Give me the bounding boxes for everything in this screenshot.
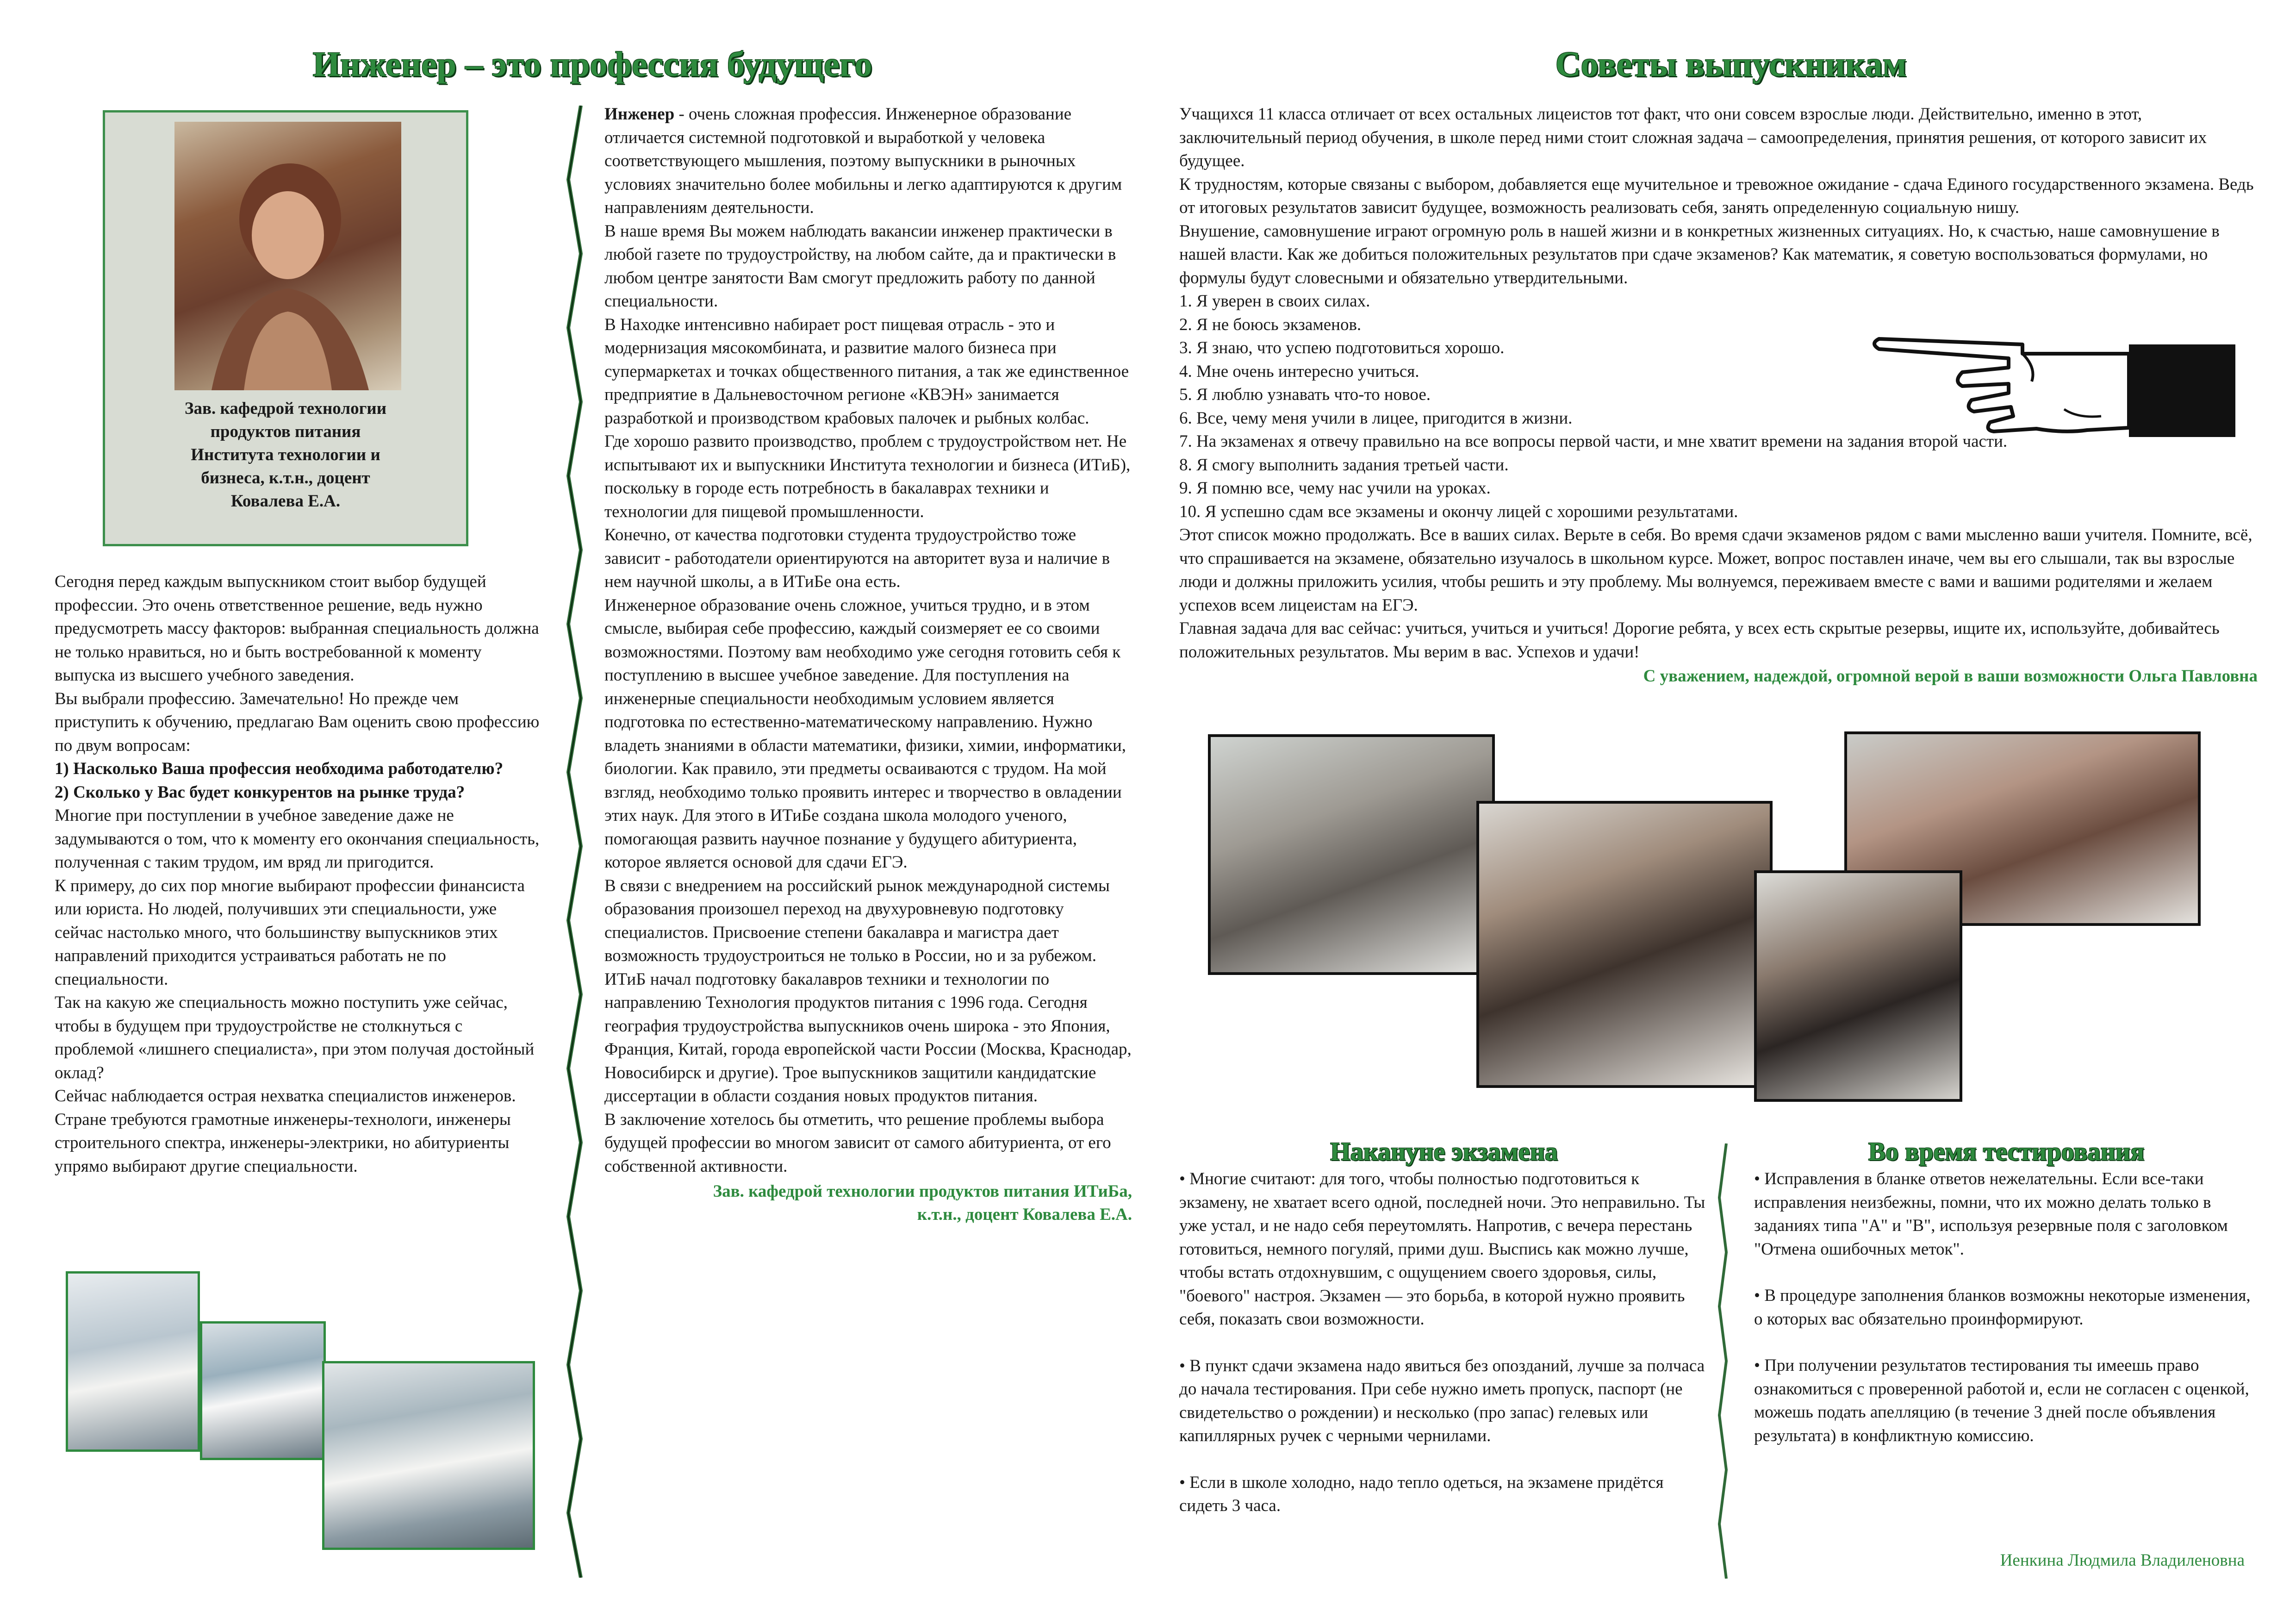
lab-photo-3 [322,1361,535,1550]
paragraph: В наше время Вы можем наблюдать вакансии инженер практически в любой газете по трудоустройству, на любом сайте, да и практически в любом центре занятости Вам смогут предложить работу по данной специальности. [604,221,1116,311]
before-exam-text [1179,1168,1711,1518]
list-item: • Если в школе холодно, надо тепло одеться, на экзамене придётся сидеть 3 часа. [1179,1473,1664,1515]
paragraph: В Находке интенсивно набирает рост пищевая отрасль - это и модернизация мясокомбината, и развитие малого бизнеса при супермаркетах и точках общественного питания, а так же единственное предприятие в Дальневосточном регионе «КВЭН» занимается разработкой и производством крабовых палочек и рыбных колбас. [604,315,1129,428]
left-column-text [55,570,545,1178]
portrait-photo [174,122,401,390]
question: 2) Сколько у Вас будет конкурентов на рынке труда? [55,782,465,802]
class-photo-1 [1208,734,1495,975]
caption-line: Зав. кафедрой технологии [184,399,387,418]
list-item: • В процедуре заполнения бланков возможны некоторые изменения, о которых вас обязательно проинформируют. [1754,1286,2251,1329]
paragraph: Конечно, от качества подготовки студента трудоустройство тоже зависит - работодатели ориентируются на авторитет вуза и наличие в нем научной школы, а в ИТиБе она есть. [604,525,1110,591]
affirmation: 3. Я знаю, что успею подготовиться хорошо. [1179,338,1505,357]
left-signature [604,1180,1132,1226]
paragraph: Где хорошо развито производство, проблем с трудоустройством нет. Не испытывают их и выпускники Института технологии и бизнеса (ИТиБ), поскольку в городе есть потребность в бакалаврах техники и технологии для пищевой промышленности. [604,432,1131,521]
middle-column-text [604,103,1132,1226]
class-photo-4 [1754,870,1962,1102]
portrait-caption [105,397,466,513]
paragraph: Сегодня перед каждым выпускником стоит выбор будущей профессии. Это очень ответственное решение, ведь нужно предусмотреть массу факторов: выбранная специальность должна не только нравиться, но и быть востребованной к моменту выпуска из высшего учебного заведения. [55,572,539,685]
paragraph: Этот список можно продолжать. Все в ваших силах. Верьте в себя. Во время сдачи экзаменов рядом с вами мысленно ваши учителя. Помните, всё, что спрашивается на экзамене, обязательно изучалось в школьном курсе. Может, вопрос поставлен иначе, чем вы его слышали, так вы взрослые люди и должны приложить усилия, чтобы решить и эту проблему. Мы волнуемся, переживаем вместе с вами и вашими родителями и желаем успехов всем лицеистам на ЕГЭ. [1179,525,2252,615]
affirmation: 8. Я смогу выполнить задания третьей части. [1179,455,1509,475]
lead-word: Инженер [604,105,675,124]
during-test-text [1754,1168,2263,1448]
paragraph: В заключение хотелось бы отметить, что решение проблемы выбора будущей профессии во многом зависит от самого абитуриента, от его собственной активности. [604,1110,1111,1176]
section-divider [1717,1143,1736,1579]
question: 1) Насколько Ваша профессия необходима работодателю? [55,759,504,778]
list-item: • Многие считают: для того, чтобы полностью подготовиться к экзамену, не хватает всего одной, последней ночи. Это неправильно. Ты уже устал, и не надо себя переутомлять. Напротив, с вечера перестань готовиться, немного погуляй, прими душ. Выспись как можно лучше, чтобы встать отдохнувшим, с ощущением своего здоровья, силы, "боевого" настроя. Экзамен — это борьба, в которой нужно проявить себя, показать свои возможности. [1179,1169,1705,1329]
affirmation: 10. Я успешно сдам все экзамены и окончу лицей с хорошими результатами. [1179,502,1738,521]
right-page-title: Советы выпускникам [1555,45,1907,84]
signature-line: Зав. кафедрой технологии продуктов питания ИТиБа, [713,1182,1132,1201]
caption-line: Ковалева Е.А. [230,492,341,511]
affirmation: 1. Я уверен в своих силах. [1179,292,1370,311]
paragraph: К примеру, до сих пор многие выбирают профессии финансиста или юриста. Но людей, получивших эти специальности, уже сейчас настолько много, что большинству выпускников этих направлений приходится устраиваться работать не по специальности. [55,876,525,989]
caption-line: продуктов питания [210,422,361,441]
pointing-hand-icon [1870,326,2235,442]
list-item: • В пункт сдачи экзамена надо явиться без опозданий, лучше за полчаса до начала тестирования. При себе нужно иметь пропуск, паспорт (не свидетельство о рождении) и несколько (про запас) гелевых или капиллярных ручек с черными чернилами. [1179,1356,1705,1445]
right-signature: С уважением, надеждой, огромной верой в ваши возможности Ольга Павловна [1643,667,2258,686]
affirmation: 6. Все, чему меня учили в лицее, пригодится в жизни. [1179,408,1573,428]
affirmation: 7. На экзаменах я отвечу правильно на все вопросы первой части, и мне хватит времени на задания второй части. [1179,432,2008,451]
paragraph: Инженерное образование очень сложное, учиться трудно, и в этом смысле, выбирая себе профессию, каждый соизмеряет ее со своими возможностями. Поэтому вам необходимо уже сегодня готовить себя к поступлению в высшее учебное заведение. Для поступления на инженерные специальности необходимым условием является подготовка по естественно-математическому направлению. Нужно владеть знаниями в области математики, физики, химии, информатики, биологии. Как правило, эти предметы осваиваются с трудом. На мой взгляд, необходимо только проявить интерес и творчество в овладении этих наук. Для этого в ИТиБе создана школа молодого ученого, помогающая развить научное познание у будущего абитуриента, которое является основой для сдачи ЕГЭ. [604,595,1126,872]
paragraph: К трудностям, которые связаны с выбором, добавляется еще мучительное и тревожное ожидание - сдача Единого государственного экзамена. Ведь от итоговых результатов зависит будущее, возможность реализовать себя, занять определенную социальную нишу. [1179,175,2254,217]
portrait-box [103,110,468,546]
signature-line: к.т.н., доцент Ковалева Е.А. [917,1205,1132,1224]
paragraph: Главная задача для вас сейчас: учиться, учиться и учиться! Дорогие ребята, у всех есть скрытые резервы, ищите их, используйте, добивайтесь положительных результатов. Мы верим в вас. Успехов и удачи! [1179,619,2220,662]
author-name: Иенкина Людмила Владиленовна [2000,1551,2245,1570]
paragraph: Сейчас наблюдается острая нехватка специалистов инженеров. Стране требуются грамотные инженеры-технологи, инженеры строительного спектра, инженеры-электрики, но абитуриенты упрямо выбирают другие специальности. [55,1087,516,1176]
during-test-title: Во время тестирования [1868,1137,2145,1166]
list-item: • При получении результатов тестирования ты имеешь право ознакомиться с проверенной работой и, если не согласен с оценкой, можешь подать апелляцию (в течение 3 дней после объявления результата) в конфликтную комиссию. [1754,1356,2249,1445]
paragraph: Внушение, самовнушение играют огромную роль в нашей жизни и в конкретных жизненных ситуациях. Но, к счастью, наше самовнушение в нашей власти. Как же добиться положительных результатов при сдаче экзаменов? Как математик, я советую воспользоваться формулами, но формулы будут словесными и обязательно утвердительными. [1179,221,2220,287]
left-page-title: Инженер – это профессия будущего [312,45,872,84]
paragraph: Учащихся 11 класса отличает от всех остальных лицеистов тот факт, что они совсем взрослые люди. Действительно, именно в этот, заключительный период обучения, в школе перед ними стоит сложная задача – самоопределения, принятия решения, от которого зависит их будущее. [1179,105,2207,170]
affirmation: 9. Я помню все, чему нас учили на уроках. [1179,479,1491,498]
caption-line: бизнеса, к.т.н., доцент [201,468,370,487]
paragraph: Вы выбрали профессию. Замечательно! Но прежде чем приступить к обучению, предлагаю Вам оценить свою профессию по двум вопросам: [55,689,540,755]
affirmation: 5. Я люблю узнавать что-то новое. [1179,385,1431,404]
lab-photo-1 [66,1271,200,1452]
paragraph: В связи с внедрением на российский рынок международной системы образования произошел переход на двухуровневую подготовку специалистов. Присвоение степени бакалавра и магистра дает возможность трудоустроиться не только в России, но и за рубежом. ИТиБ начал подготовку бакалавров техники и технологии по направлению Технология продуктов питания с 1996 года. Сегодня география трудоустройства выпускников очень широка - это Япония, Франция, Китай, города европейской части России (Москва, Краснодар, Новосибирск и другие). Трое выпускников защитили кандидатские диссертации в области создания новых продуктов питания. [604,876,1132,1106]
caption-line: Института технологии и [191,445,380,464]
lab-photo-2 [200,1321,326,1460]
paragraph [604,103,1132,220]
paragraph: Многие при поступлении в учебное заведение даже не задумываются о том, что к моменту его окончания специальность, полученная с таким трудом, им вряд ли пригодится. [55,806,540,872]
affirmation: 2. Я не боюсь экзаменов. [1179,315,1362,334]
lead-text: - очень сложная профессия. Инженерное образование отличается системной подготовкой и выработкой у человека соответствующего мышления, поэтому выпускники в рыночных условиях значительно более мобильны и легко адаптируются к другим направлениям деятельности. [604,105,1122,217]
portrait-figure [174,122,401,390]
list-item: • Исправления в бланке ответов нежелательны. Если все-таки исправления неизбежны, помни, что их можно делать только в заданиях типа "А" и "В", используя резервные поля с заголовком "Отмена ошибочных меток". [1754,1169,2228,1259]
column-divider [565,106,597,1578]
paragraph: Так на какую же специальность можно поступить уже сейчас, чтобы в будущем при трудоустройстве не столкнуться с проблемой «лишнего специалиста», при этом получая достойный оклад? [55,993,535,1082]
class-photo-2 [1476,801,1773,1088]
affirmation: 4. Мне очень интересно учиться. [1179,362,1419,381]
before-exam-title: Накануне экзамена [1330,1137,1558,1166]
